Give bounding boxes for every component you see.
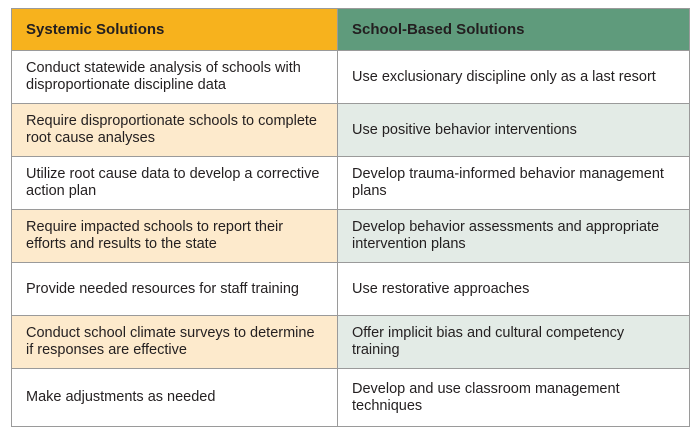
header-school-based-solutions: School-Based Solutions — [338, 9, 690, 51]
table-body — [12, 51, 690, 427]
table-row — [12, 157, 690, 210]
school-based-cell: Develop behavior assessments and appropriate intervention plans — [338, 210, 690, 263]
systemic-cell: Provide needed resources for staff training — [12, 263, 338, 316]
systemic-cell: Require impacted schools to report their efforts and results to the state — [12, 210, 338, 263]
systemic-cell: Conduct statewide analysis of schools with disproportionate discipline data — [12, 51, 338, 104]
school-based-cell: Use exclusionary discipline only as a last resort — [338, 51, 690, 104]
school-based-cell: Develop trauma-informed behavior management plans — [338, 157, 690, 210]
table-row — [12, 210, 690, 263]
systemic-cell: Conduct school climate surveys to determine if responses are effective — [12, 316, 338, 369]
header-systemic-solutions: Systemic Solutions — [12, 9, 338, 51]
solutions-table — [11, 8, 690, 427]
systemic-cell: Make adjustments as needed — [12, 369, 338, 427]
school-based-cell: Use positive behavior interventions — [338, 104, 690, 157]
table-header — [12, 9, 690, 51]
header-row — [12, 9, 690, 51]
systemic-cell: Require disproportionate schools to complete root cause analyses — [12, 104, 338, 157]
school-based-cell: Offer implicit bias and cultural competency training — [338, 316, 690, 369]
table-row — [12, 51, 690, 104]
school-based-cell: Use restorative approaches — [338, 263, 690, 316]
table-row — [12, 369, 690, 427]
table-row — [12, 263, 690, 316]
table-row — [12, 316, 690, 369]
school-based-cell: Develop and use classroom management techniques — [338, 369, 690, 427]
systemic-cell: Utilize root cause data to develop a corrective action plan — [12, 157, 338, 210]
table-row — [12, 104, 690, 157]
